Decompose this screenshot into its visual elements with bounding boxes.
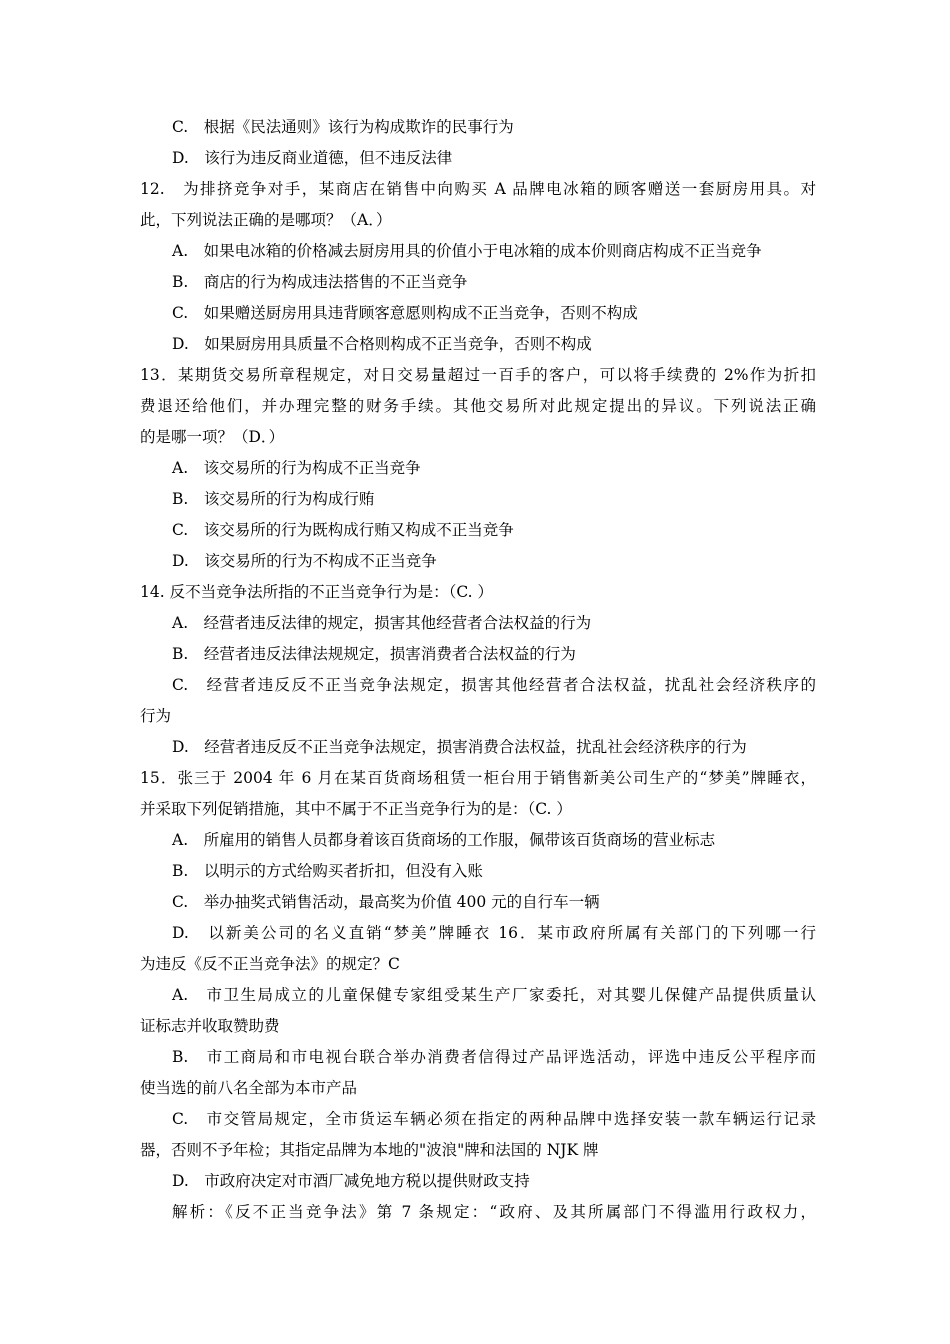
q16-stem-line-2: 为违反《反不正当竞争法》的规定？C — [140, 955, 400, 973]
q16-option-a-line-2: 证标志并收取赞助费 — [140, 1017, 280, 1035]
document-body — [140, 112, 816, 1228]
q13-stem-line-2: 费退还给他们，并办理完整的财务手续。其他交易所对此规定提出的异议。下列说法正确 — [140, 397, 816, 415]
q12-option-a: A. 如果电冰箱的价格减去厨房用具的价值小于电冰箱的成本价则商店构成不正当竞争 — [172, 242, 762, 260]
q15-option-b: B. 以明示的方式给购买者折扣，但没有入账 — [172, 862, 483, 880]
q12-option-c: C. 如果赠送厨房用具违背顾客意愿则构成不正当竞争，否则不构成 — [172, 304, 638, 322]
q15-option-a: A. 所雇用的销售人员都身着该百货商场的工作服，佩带该百货商场的营业标志 — [172, 831, 716, 849]
q15-stem-line-2: 并采取下列促销措施，其中不属于不正当竞争行为的是：（C. ） — [140, 800, 572, 818]
q13-stem-line-1: 13．某期货交易所章程规定，对日交易量超过一百手的客户，可以将手续费的 2%作为折扣 — [140, 366, 816, 384]
q15-stem-line-1: 15．张三于 2004 年 6 月在某百货商场租赁一柜台用于销售新美公司生产的“梦美”牌睡衣， — [140, 769, 816, 787]
q13-option-d: D. 该交易所的行为不构成不正当竞争 — [172, 552, 437, 570]
q12-option-b: B. 商店的行为构成违法搭售的不正当竞争 — [172, 273, 468, 291]
q12-option-d: D. 如果厨房用具质量不合格则构成不正当竞争，否则不构成 — [172, 335, 592, 353]
q14-option-c-line-2: 行为 — [140, 707, 172, 725]
q13-stem-line-3: 的是哪一项？（D．） — [140, 428, 285, 446]
q14-option-d: D. 经营者违反反不正当竞争法规定，损害消费合法权益，扰乱社会经济秩序的行为 — [172, 738, 747, 756]
q16-analysis: 解析：《反不正当竞争法》第 7 条规定：“政府、及其所属部门不得滥用行政权力， — [172, 1203, 816, 1221]
q14-option-b: B. 经营者违反法律法规规定，损害消费者合法权益的行为 — [172, 645, 576, 663]
q16-option-b-line-1: B. 市工商局和市电视台联合举办消费者信得过产品评选活动，评选中违反公平程序而 — [172, 1048, 816, 1066]
q16-option-c-line-1: C. 市交管局规定，全市货运车辆必须在指定的两种品牌中选择安装一款车辆运行记录 — [172, 1110, 816, 1128]
q16-option-b-line-2: 使当选的前八名全部为本市产品 — [140, 1079, 358, 1097]
q12-stem-line-1: 12. 为排挤竞争对手，某商店在销售中向购买 A 品牌电冰箱的顾客赠送一套厨房用具。对 — [140, 180, 816, 198]
q13-option-c: C. 该交易所的行为既构成行贿又构成不正当竞争 — [172, 521, 514, 539]
q15-option-c: C. 举办抽奖式销售活动，最高奖为价值 400 元的自行车一辆 — [172, 893, 600, 911]
q14-option-a: A. 经营者违反法律的规定，损害其他经营者合法权益的行为 — [172, 614, 592, 632]
q14-option-c-line-1: C. 经营者违反反不正当竞争法规定，损害其他经营者合法权益，扰乱社会经济秩序的 — [172, 676, 816, 694]
q14-stem: 14. 反不当竞争法所指的不正当竞争行为是：（C. ） — [140, 583, 493, 601]
q16-option-a-line-1: A. 市卫生局成立的儿童保健专家组受某生产厂家委托，对其婴儿保健产品提供质量认 — [172, 986, 816, 1004]
q12-stem-line-2: 此，下列说法正确的是哪项？（A．） — [140, 211, 392, 229]
q13-option-b: B. 该交易所的行为构成行贿 — [172, 490, 375, 508]
q16-option-c-line-2: 器，否则不予年检；其指定品牌为本地的"波浪"牌和法国的 NJK 牌 — [140, 1141, 599, 1159]
q16-option-d: D. 市政府决定对市酒厂减免地方税以提供财政支持 — [172, 1172, 530, 1190]
q11-option-c: C. 根据《民法通则》该行为构成欺诈的民事行为 — [172, 118, 514, 136]
q11-option-d: D. 该行为违反商业道德，但不违反法律 — [172, 149, 453, 167]
q13-option-a: A. 该交易所的行为构成不正当竞争 — [172, 459, 421, 477]
q15-option-d-q16-stem-line-1: D. 以新美公司的名义直销“梦美”牌睡衣 16．某市政府所属有关部门的下列哪一行 — [172, 924, 816, 942]
